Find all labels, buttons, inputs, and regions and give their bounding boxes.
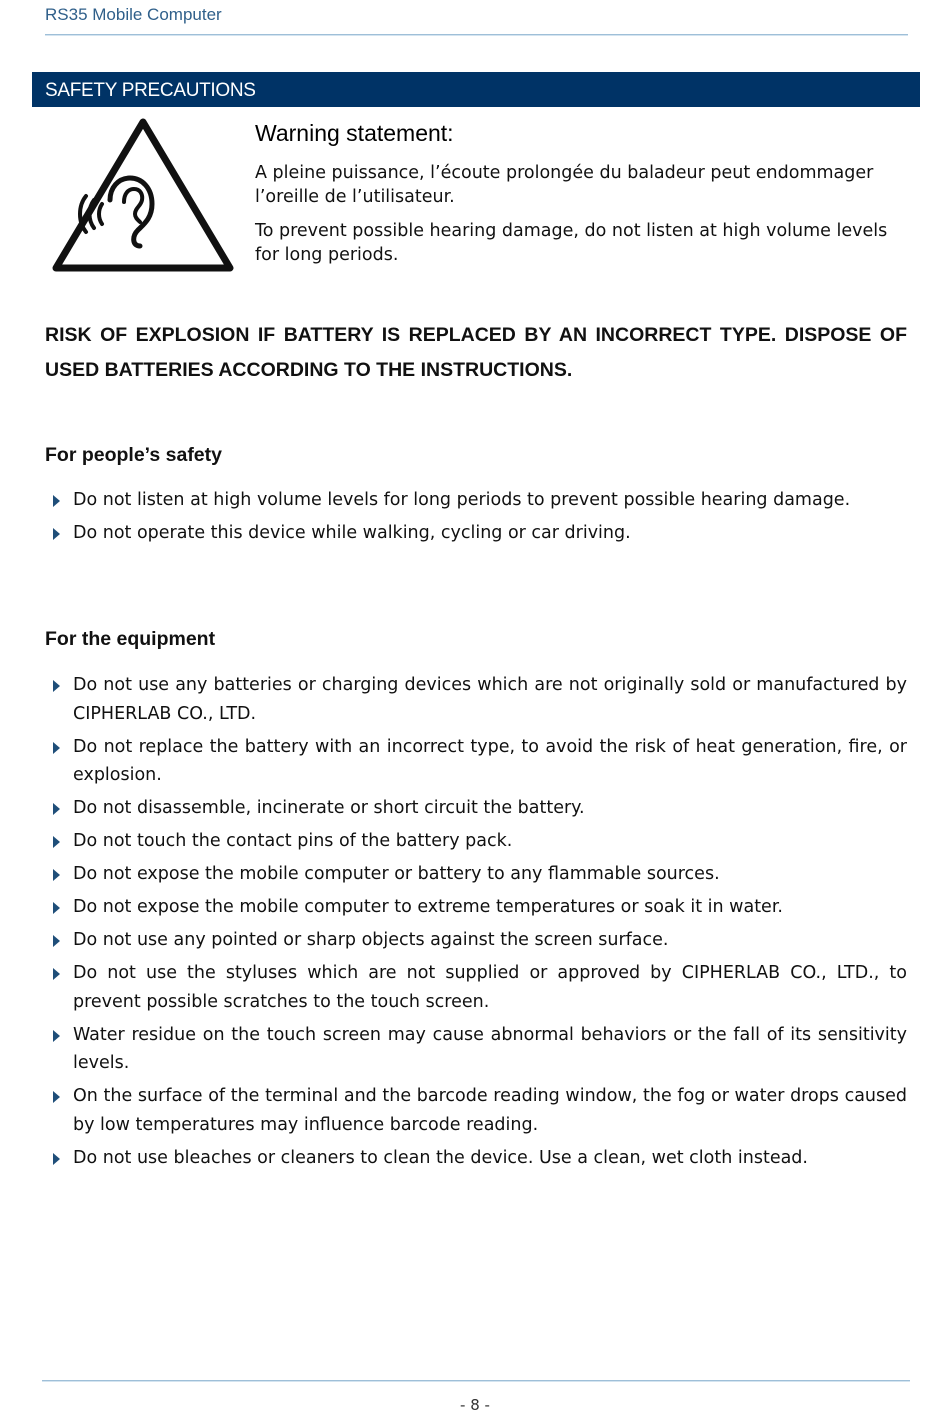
warning-title: Warning statement: [255,120,454,146]
list-item: Do not use any batteries or charging devices which are not originally sold or manufactured by CIPHERLAB CO., LTD. [45,671,907,728]
list-item: Do not use the styluses which are not supplied or approved by CIPHERLAB CO., LTD., to prevent possible scratches to the touch screen. [45,959,907,1016]
bullet-arrow-icon [53,803,60,815]
list-item: Do not disassemble, incinerate or short circuit the battery. [45,794,907,823]
bullet-arrow-icon [53,1091,60,1103]
bullet-arrow-icon [53,528,60,540]
list-item: Do not use bleaches or cleaners to clean the device. Use a clean, wet cloth instead. [45,1144,907,1173]
bullet-arrow-icon [53,902,60,914]
list-item: Do not expose the mobile computer to extreme temperatures or soak it in water. [45,893,907,922]
equipment-heading: For the equipment [45,628,216,650]
bullet-arrow-icon [53,935,60,947]
list-item: Do not expose the mobile computer or battery to any flammable sources. [45,860,907,889]
people-safety-heading: For people’s safety [45,444,222,466]
bullet-arrow-icon [53,742,60,754]
list-item: On the surface of the terminal and the barcode reading window, the fog or water drops caused by low temperatures may influence barcode reading. [45,1082,907,1139]
list-item: Do not listen at high volume levels for long periods to prevent possible hearing damage. [45,486,907,515]
footer-divider [42,1380,910,1382]
bullet-arrow-icon [53,869,60,881]
people-safety-list [45,486,907,552]
list-item: Do not touch the contact pins of the battery pack. [45,827,907,856]
bullet-arrow-icon [53,1030,60,1042]
equipment-list [45,671,907,1177]
list-item: Do not operate this device while walking, cycling or car driving. [45,519,907,548]
bullet-arrow-icon [53,680,60,692]
running-header-title: RS35 Mobile Computer [45,5,222,24]
bullet-arrow-icon [53,1153,60,1165]
page-number: - 8 - [460,1396,490,1414]
warning-text-english: To prevent possible hearing damage, do not listen at high volume levels for long periods. [255,221,888,265]
list-item: Water residue on the touch screen may cause abnormal behaviors or the fall of its sensitivity levels. [45,1021,907,1078]
list-item: Do not use any pointed or sharp objects against the screen surface. [45,926,907,955]
list-item: Do not replace the battery with an incorrect type, to avoid the risk of heat generation, fire, or explosion. [45,733,907,790]
warning-text-french: A pleine puissance, l’écoute prolongée du baladeur peut endommager l’oreille de l’utilisateur. [255,163,874,207]
bullet-arrow-icon [53,836,60,848]
bullet-arrow-icon [53,495,60,507]
bullet-arrow-icon [53,968,60,980]
header-divider [45,34,908,36]
battery-risk-notice: RISK OF EXPLOSION IF BATTERY IS REPLACED BY AN INCORRECT TYPE. DISPOSE OF USED BATTERIES ACCORDING TO THE INSTRUCTIONS. [45,324,907,381]
hearing-warning-icon [52,118,234,272]
section-title-banner: SAFETY PRECAUTIONS [32,72,920,107]
